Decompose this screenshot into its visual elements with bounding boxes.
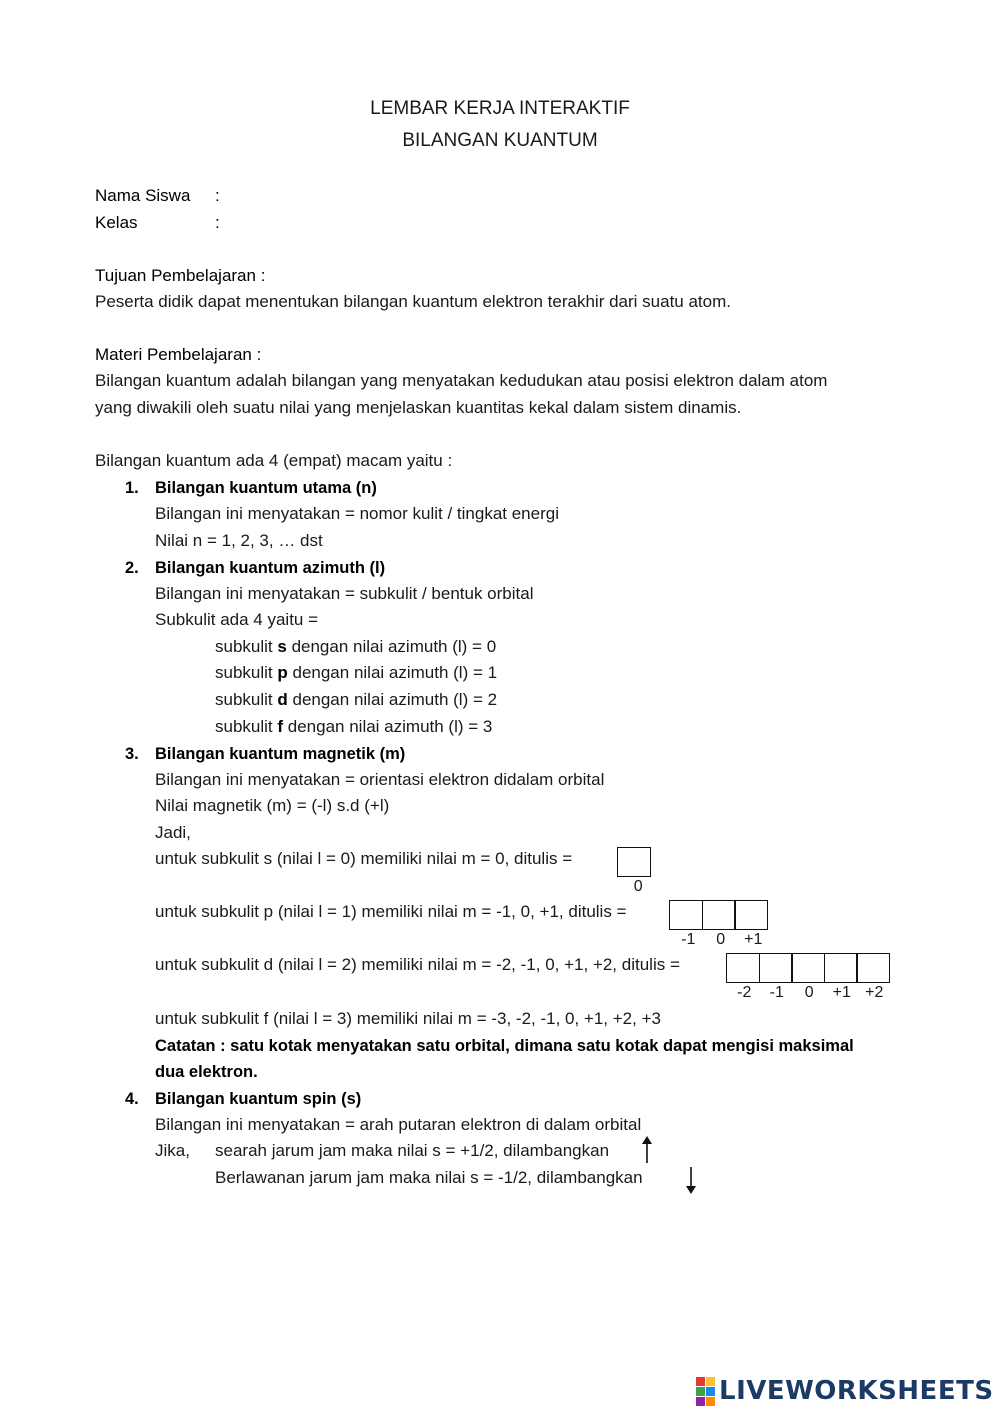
orbital-p-text: untuk subkulit p (nilai l = 1) memiliki nilai m = -1, 0, +1, ditulis = <box>155 902 627 921</box>
objective-heading: Tujuan Pembelajaran : <box>95 266 266 285</box>
m-value-label: 0 <box>633 878 643 895</box>
subshell-p: subkulit p dengan nilai azimuth (l) = 1 <box>215 663 498 682</box>
orbital-box <box>734 900 768 930</box>
if-label: Jika, <box>155 1141 190 1160</box>
orbital-d-m-labels <box>728 983 891 1003</box>
note-line-2: dua elektron. <box>155 1063 258 1081</box>
subshell-d: subkulit d dengan nilai azimuth (l) = 2 <box>215 690 498 709</box>
orbital-box <box>856 953 890 983</box>
liveworksheets-logo <box>696 1376 994 1406</box>
m-value-label: +2 <box>865 984 884 1001</box>
orbital-box <box>726 953 760 983</box>
student-name-colon: : <box>215 186 220 205</box>
orbital-s-text: untuk subkulit s (nilai l = 0) memiliki nilai m = 0, ditulis = <box>155 849 573 868</box>
orbital-box <box>669 900 703 930</box>
item-number: 2. <box>125 559 139 577</box>
orbital-s-m-labels <box>622 877 655 897</box>
class-colon: : <box>215 213 220 232</box>
note-line-1: Catatan : satu kotak menyatakan satu orbital, dimana satu kotak dapat mengisi maksimal <box>155 1037 854 1055</box>
m-value-label: -2 <box>737 984 752 1001</box>
item-title-azimuth: Bilangan kuantum azimuth (l) <box>155 559 386 577</box>
subshell-s: subkulit s dengan nilai azimuth (l) = 0 <box>215 637 497 656</box>
spin-down-text: Berlawanan jarum jam maka nilai s = -1/2, dilambangkan <box>215 1168 643 1187</box>
objective-text: Peserta didik dapat menentukan bilangan kuantum elektron terakhir dari suatu atom. <box>95 292 731 311</box>
material-line-2: yang diwakili oleh suatu nilai yang menjelaskan kuantitas kekal dalam sistem dinamis. <box>95 398 742 417</box>
item-line: Nilai magnetik (m) = (-l) s.d (+l) <box>155 796 390 815</box>
page-title: LEMBAR KERJA INTERAKTIF <box>370 98 630 119</box>
orbital-box <box>824 953 858 983</box>
spin-up-text: searah jarum jam maka nilai s = +1/2, dilambangkan <box>215 1141 610 1160</box>
orbital-box <box>791 953 825 983</box>
orbital-p-m-labels <box>672 930 770 950</box>
material-intro: Bilangan kuantum ada 4 (empat) macam yaitu : <box>95 451 453 470</box>
orbital-d-text: untuk subkulit d (nilai l = 2) memiliki nilai m = -2, -1, 0, +1, +2, ditulis = <box>155 955 680 974</box>
item-title-spin: Bilangan kuantum spin (s) <box>155 1090 362 1108</box>
orbital-box <box>759 953 793 983</box>
item-line: Bilangan ini menyatakan = nomor kulit / tingkat energi <box>155 504 559 523</box>
item-line: Nilai n = 1, 2, 3, … dst <box>155 531 323 550</box>
page-subtitle: BILANGAN KUANTUM <box>402 130 598 151</box>
orbital-s-boxes <box>617 847 651 877</box>
material-heading: Materi Pembelajaran : <box>95 345 262 364</box>
item-line: Bilangan ini menyatakan = subkulit / bentuk orbital <box>155 584 534 603</box>
item-line: Subkulit ada 4 yaitu = <box>155 610 319 629</box>
item-title-principal: Bilangan kuantum utama (n) <box>155 479 377 497</box>
item-line: Bilangan ini menyatakan = orientasi elektron didalam orbital <box>155 770 605 789</box>
item-number: 4. <box>125 1090 139 1108</box>
m-value-label: -1 <box>681 931 696 948</box>
brand-name: LIVEWORKSHEETS <box>719 1376 994 1406</box>
orbital-box <box>702 900 736 930</box>
orbital-p-boxes <box>669 900 768 930</box>
orbital-d-boxes <box>726 953 890 983</box>
arrow-up-icon <box>640 1136 654 1164</box>
class-label: Kelas <box>95 213 138 232</box>
m-value-label: -1 <box>769 984 784 1001</box>
subshell-f: subkulit f dengan nilai azimuth (l) = 3 <box>215 717 493 736</box>
orbital-f-text: untuk subkulit f (nilai l = 3) memiliki nilai m = -3, -2, -1, 0, +1, +2, +3 <box>155 1009 661 1028</box>
m-value-label: +1 <box>832 984 851 1001</box>
item-line: Jadi, <box>155 823 191 842</box>
student-name-label: Nama Siswa <box>95 186 191 205</box>
m-value-label: 0 <box>804 984 814 1001</box>
item-title-magnetic: Bilangan kuantum magnetik (m) <box>155 745 406 763</box>
item-number: 3. <box>125 745 139 763</box>
item-number: 1. <box>125 479 139 497</box>
m-value-label: 0 <box>716 931 726 948</box>
arrow-down-icon <box>684 1166 698 1194</box>
orbital-box <box>617 847 651 877</box>
material-line-1: Bilangan kuantum adalah bilangan yang menyatakan kedudukan atau posisi elektron dalam atom <box>95 371 828 390</box>
item-line: Bilangan ini menyatakan = arah putaran elektron di dalam orbital <box>155 1115 642 1134</box>
logo-mark-icon <box>696 1377 715 1406</box>
m-value-label: +1 <box>744 931 763 948</box>
